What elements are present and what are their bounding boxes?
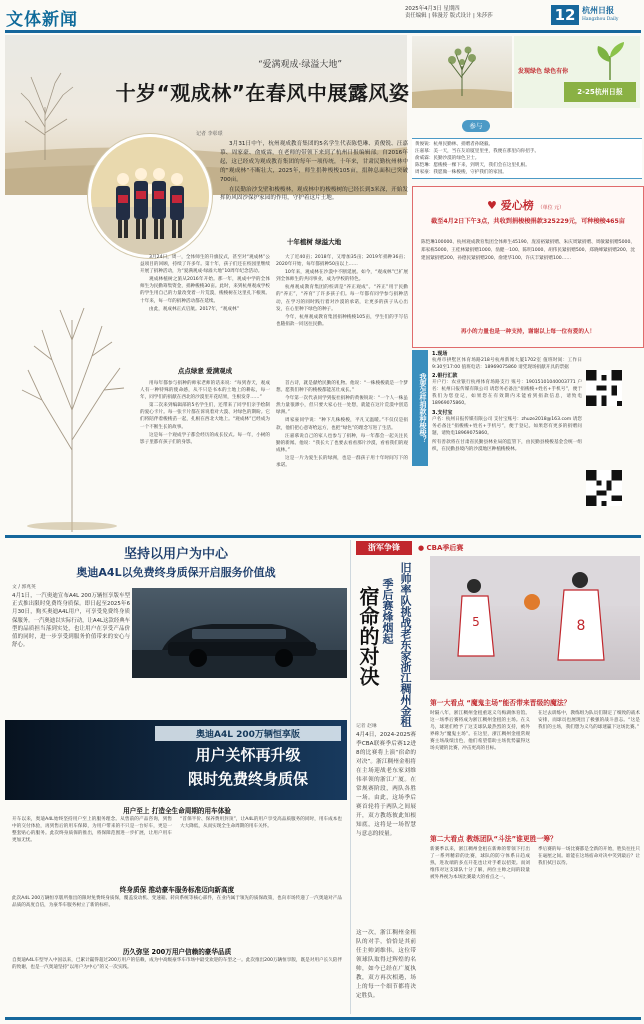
cba-vertical-title-2: 季后赛烽烟起 bbox=[381, 578, 394, 644]
story-kicker: “爱满观成·绿溢大地” bbox=[257, 60, 343, 70]
method-title: 1.现场 bbox=[432, 351, 448, 357]
paragraph: 杭州观成教育集团的校训是“养正观成”。“养正”用于民勤的“养正”，“养育”了许多孩子们。每一年都有同学参与捐种活动，在学习的同时践行着对沙漠的承诺，让更多的孩子从心出发，在心里种下绿色的种子。 bbox=[276, 285, 408, 312]
participant-line: 俞威霖：民勤沙漠的绿色卫士。 bbox=[415, 156, 480, 161]
cba-col-b: 这一次，浙江稠州金租队的对手，恰恰是其前任主帅刘维伟。这位带领球队取得过辉煌的名帅，如今已经在广厦执教，双方再次相遇，场上的每一个细节都将决定胜负。 bbox=[356, 930, 416, 999]
paragraph: 首古诗，就是献给民勤的礼物。他说：“一株梭梭就是一个梦想。愿我们种下的梭梭都能茁壮成长。” bbox=[276, 381, 408, 394]
header-rule bbox=[5, 30, 641, 33]
story-col-3 bbox=[140, 380, 270, 447]
method-text: 杭州市拱墅区体育场路218号杭州新闻大厦1702室 值班时间：工作日9:30至17:00 值班电话：18969075860 请凭现场捐献开具的票据 bbox=[432, 358, 582, 371]
ad-line-2: 限时免费终身质保 bbox=[187, 770, 308, 788]
heart-icon: ♥ bbox=[487, 199, 497, 212]
participant-line: 汪嘉慕：美一天，当在友谊厦里里坐，我便在那里向你招手。 bbox=[415, 149, 540, 154]
story-col-2 bbox=[276, 254, 408, 329]
story-byline: 记者 李彰璟 bbox=[196, 131, 223, 137]
paragraph: 10年来，观成林在沙漠中不断延展。如今，“观成林”已扩展到全体师生的共同事业，成为学校的特色。 bbox=[276, 270, 408, 283]
cba-badge bbox=[418, 543, 463, 553]
ad-title: 奥迪A4L 200万辆恒享版 bbox=[155, 726, 341, 741]
students-photo bbox=[88, 134, 212, 258]
audi-text-2: 此次A4L 200万辆恒享版所推出的限时免费终身质保，覆盖发动机、变速箱、转向系统等核心部件，在业内属于领先的质保政策，也向市场传递了一汽奥迪对产品品质的高度自信，为豪华车服务树立了新的标杆。 bbox=[12, 896, 342, 909]
paragraph: 今年第一次代表同学到报社捐种的黄俊锐说：“一个人一株虽然力量很渺小，但只要大家心往一处想，就能在这片荒漠中创造绿洲。” bbox=[276, 396, 408, 416]
footer-rule bbox=[5, 1017, 641, 1020]
audi-subhead-1: 用户至上 打造全生命周期的用车体验 bbox=[123, 807, 231, 815]
cba-section-tag: 浙军争锋 bbox=[356, 541, 412, 555]
love-box-headline: 截至4月2日下午3点，共收到捐梭梭捐款325229元，可种梭梭465亩 bbox=[431, 218, 625, 225]
section-divider bbox=[5, 535, 641, 538]
page-number: 12 bbox=[551, 5, 579, 25]
audi-ad-banner bbox=[5, 720, 347, 800]
paper-name-cn: 杭州日报 bbox=[582, 5, 614, 15]
ad-line-1: 用户关怀再升级 bbox=[195, 746, 301, 764]
donate-notice: 所有善款将在甘肃省民勤县林业局的监管下，由民勤县梭梭基金会统一组织，在民勤县境内的沙漠地区种植梭梭林。 bbox=[432, 439, 582, 452]
cba-byline: 记者 赵琳 bbox=[356, 724, 377, 729]
paragraph: 3月24日，周一，全体师生的升旗仪式，甚至对“观成林”公益项目的回顾，持续了许多年。第十年，孩子们还在校园里继续开展了捐种活动，为“爱满观成·绿溢大地”10周年纪念活动。 bbox=[140, 255, 270, 275]
paragraph: 汪嘉慕说自己的家人也参与了捐种，每一年都会一起关注民勤的新闻。他说：“我长大了也要去看看那片沙漠，看看我们的观成林。” bbox=[276, 433, 408, 453]
donate-vertical-tab: 我要怎样捐款种梭梭？ bbox=[412, 350, 428, 466]
cba-game-photo bbox=[430, 556, 640, 680]
promo-badge: 2-25杭州日报 bbox=[564, 82, 636, 102]
audi-headline-2: 奥迪A4L以免费终身质保开启服务价值战 bbox=[76, 566, 276, 579]
audi-text-1b: “首保半价、保养费用封顶”，让A4L的用户享受高品质服务的同时，用车成本也大大降低，从而实现全生命周期的用车关怀。 bbox=[180, 817, 342, 830]
participant-line: 陈恺琳：愿梭梭一棵下来，到明天，我们会在这里扎根。 bbox=[415, 163, 530, 168]
paragraph: 用每年都参与捐种的师家老师的话来说：“每到春天，观成人有一种特殊的使命感，从不只是书本的土地上的耕耘，每一年，同学们的捐献在西北的沙漠里开花结果，生根发芽……” bbox=[140, 381, 270, 401]
participant-line: 黄俊锐：杭州民勤林、捐赠者孙晓毅。 bbox=[415, 142, 494, 147]
cba-section-1-text: 时隔八年，浙江稠州金租重返义乌梅湖体育馆。这一场季后赛将成为浙江稠州金租的主场。在义乌，球迷们给予了这支球队最热烈的支持，被外界称为“魔鬼主场”。在这里，浙江稠州金租常规赛主场战绩出色，他们希望借助主场优势赢得这场关键的比赛，冲击更高的目标。 bbox=[430, 711, 530, 752]
paragraph: 这是一片为爱生长的绿洲，也是一群孩子用十年时间写下的承诺。 bbox=[276, 455, 408, 469]
cba-main-title: 宿命的对决 bbox=[356, 586, 380, 686]
section-name: 文体新闻 bbox=[6, 10, 78, 30]
participant-line: 周家豪：我愿做一株梭梭，守护我们的家园。 bbox=[415, 170, 507, 175]
paper-name bbox=[582, 6, 618, 24]
audi-text-3: 自奥迪A4L车型导入中国以来，已累计赢得超过200万用户的信赖，成为中高级豪华车市场中最受欢迎的车型之一。此次推出200万辆恒享版，既是对用户长久陪伴的致谢，也是一汽奥迪坚持“以用户为中心”的又一次实践。 bbox=[12, 958, 342, 971]
cba-vertical-title-1: 旧帅率队挑战老东家浙江稠州金租 bbox=[399, 562, 412, 727]
audi-subhead-2: 终身质保 推动豪车服务标准迈向新高度 bbox=[119, 886, 235, 894]
paragraph: 观成林植树之旅从2016年开始。那一年，观成中学的全体师生为民勤筹集资金，捐种梭梭30亩。此时，来到杭州观成学校的学生用自己的力量改变着一片荒漠，梭梭树在这里扎下根须。十年来，每一年的捐种活动都在延续。 bbox=[140, 277, 270, 304]
basketball-icon: ● bbox=[418, 544, 425, 552]
lead-paragraph-2: 在民勤治沙戈壁和梭梭林，观成林中的梭梭树的已经长到3米深，开始发挥防风固沙保护家园的作用，守护着这片土地。 bbox=[220, 186, 408, 202]
lead-paragraph: 3月31日中午，杭州观成教育集团的5名学生代表陈恺琳、黄俊锐、汪嘉慕、周家豪、俞威霖，在老师的带领下来到了杭州日报编辑部。自2016年起，这已经成为观成教育集团的每年一项传统，十年来，甘肃民勤杭州林中的“观成林”不断壮大，2025年，师生捐种梭梭105亩，捐种总面积已突破700亩。 bbox=[220, 141, 408, 183]
audi-text-1: 开车以来，奥迪A4L始终坚持用户至上的服务理念。从售前的产品咨询，到售中的交付体验，再到售后的用车保障，为用户带来的不只是一台好车，更是一整套贴心的服务。此次终身质保的推出，将保障范围进一步扩展，让用户用车更加无忧。 bbox=[12, 817, 172, 844]
audi-byline: 文 / 郭兆英 bbox=[12, 585, 36, 590]
audi-headline bbox=[5, 543, 347, 580]
editor-credit: 责任编辑 | 韩漫芳 版式设计 | 朱莎莎 bbox=[405, 13, 493, 19]
column-separator bbox=[350, 540, 351, 1014]
svg-text:8: 8 bbox=[576, 618, 586, 634]
love-box bbox=[412, 186, 644, 348]
promo-caption: 发现绿色 绿色有你 bbox=[518, 68, 569, 75]
story-col-4 bbox=[276, 380, 408, 470]
issue-date: 2025年4月3日 星期四 bbox=[405, 6, 460, 12]
love-box-title-text: 爱心榜 bbox=[500, 199, 534, 212]
cba-section-2-title: 第二大看点 教练团队“斗法”谁更胜一筹？ bbox=[430, 835, 557, 843]
cba-section-1-text-2: 在过去训练中，教练组为队员们制定了细致的战术安排，而球员也展现出了极强的战斗意志。“这是我们的主场，我们想为义乌的球迷赢下这场比赛。” bbox=[538, 711, 640, 731]
header-meta bbox=[405, 6, 493, 20]
love-box-unit: （单位 元） bbox=[537, 205, 565, 211]
car-icon bbox=[132, 588, 347, 678]
story-lead bbox=[220, 140, 408, 204]
participants-tag: 参与 bbox=[462, 120, 490, 132]
audi-car-photo bbox=[132, 588, 347, 678]
svg-text:5: 5 bbox=[472, 615, 480, 629]
saxaul-photo bbox=[412, 36, 512, 108]
qr-code-icon bbox=[586, 470, 622, 506]
subhead-1: 十年植树 绿溢大地 bbox=[286, 238, 342, 246]
cba-col-a: 4月4日，2024-2025赛季CBA联赛季后赛12进8的比赛将上演“宿命的对决”。浙江稠州金租将在主场迎战老东家刘维伟率领的浙江广厦。在常规赛阶段，两队各胜一场。由此，这场季后赛首轮将于两队之间展开，双方教练彼此知根知底，这将是一场智慧与意志的较量。 bbox=[356, 732, 416, 837]
love-box-donors: 陈恺琳100000、杭州观成教育集团全体师生45190、庞富裕紧捐赠、朱庆周紧捐赠、周敏紧捐赠5000、郑家栋5000、王桂林紧捐赠1000、翁健一100、陈明1000、胡伟民紧捐赠500、郑晓峰紧捐赠200、沈建国紧捐赠200、孙德民紧捐赠200、俞建华100、许庆丰紧捐赠100…… bbox=[421, 240, 635, 262]
cba-badge-text: CBA季后赛 bbox=[426, 544, 464, 552]
cba-section-1-title: 第一大看点 “魔鬼主场”能否带来晋级的魔法？ bbox=[430, 699, 571, 707]
paragraph: 由此，观成林正式启航。2017年，“观成林” bbox=[149, 306, 239, 312]
love-box-title bbox=[487, 197, 564, 213]
paragraph: 这是每一个观成学子都会经历的成长仪式。每一年，小树的影子里都有孩子们的身影。 bbox=[140, 432, 270, 445]
story-col-1 bbox=[140, 254, 270, 314]
qr-code-icon bbox=[586, 370, 622, 406]
sketched-tree bbox=[12, 250, 132, 532]
seedling-icon bbox=[590, 42, 630, 80]
story-headline: 十岁“观成林”在春风中展露风姿 bbox=[115, 81, 410, 105]
love-box-footer: 再小的力量也是一种支持，谢谢以上每一位有爱的人！ bbox=[460, 329, 596, 335]
participants-list bbox=[412, 138, 642, 179]
paragraph: 今年，杭州观成教育集团捐种梭梭105亩，学生们的手写信也随捐款一同送往民勤。 bbox=[276, 314, 408, 327]
audi-intro: 4月1日，一汽奥迪宣布A4L 200万辆恒享版车型正式推出限时免费终身质保。即日起至2025年6月30日，购买奥迪A4L用户，可享受免费终身质保服务。一汽奥迪以实际行动，让A4L这款经典车型的品质担当落到实处，也让用户在享受产品价值的同时，进一步享受到服务价值带来的安心与舒心。 bbox=[12, 593, 130, 649]
audi-headline-1: 坚持以用户为中心 bbox=[123, 547, 228, 562]
method-title: 3.支付宝 bbox=[432, 409, 453, 416]
promo-banner bbox=[514, 36, 640, 108]
subhead-2: 点点绿意 爱满观成 bbox=[177, 367, 233, 375]
paper-name-en: Hangzhou Daily bbox=[582, 17, 619, 22]
basketball-players-illustration bbox=[430, 556, 640, 680]
paragraph: 周家豪同学说：“种下几株梭梭，平凡又温暖。”不仅仅是捐款，他们把心意寄给远方，也把“绿色”的理念写进了生活。 bbox=[276, 418, 408, 431]
page-header bbox=[0, 0, 644, 30]
method-title: 2.银行汇款 bbox=[432, 373, 458, 380]
cba-section-2-text: 新赛季以来，浙江稠州金租在新帅的带领下打出了一系列精彩的比赛，球队的防守体系日趋成熟，进攻端的多点开花也让对手难以招架。而刘维伟对这支球队十分了解，两位主帅之间的较量被外界视为本场比赛最大的看点之一。 bbox=[430, 847, 530, 881]
paragraph: 大了近40亩；2018年，又增加35亩；2019年捐种36亩；2020年开始，每年都捐种50亩以上…… bbox=[276, 255, 408, 268]
audi-subhead-3: 历久弥坚 200万用户信赖的豪华品质 bbox=[122, 948, 232, 956]
method-text: 开户行：农业银行杭州体育场路支行 账号：19015101040003771 户名：杭州日报传媒有限公司 请您务必备注“捐梭梭+姓名+手机号”，便于我们为您登记，如果您在有效期内未能看到捐款信息，请致电18969075860。 bbox=[432, 380, 582, 407]
method-text: 户名：杭州日报传媒有限公司 支付宝账号：zhuze2018@163.com 请您务必备注“捐梭梭+姓名+手机号”，便于登记。如果您有更多的捐赠问题，请致电18969075860。 bbox=[432, 416, 582, 436]
cba-section-2-text-2: 季后赛的每一场比赛都是全新的开始，胜负往往只在毫厘之间。谁能在这场宿命对决中笑到最后？让我们拭目以待。 bbox=[538, 847, 640, 867]
paragraph: 第二次来到编辑部的5名学生们，还带来了同学们亲手绘制的爱心卡片。每一张卡片都在诉说着对大漠、对绿色的期盼。它们将陪伴着梭梭苗一起，扎根在西北大地上。“观成林”已经成为一个不断生长的故事。 bbox=[140, 403, 270, 430]
